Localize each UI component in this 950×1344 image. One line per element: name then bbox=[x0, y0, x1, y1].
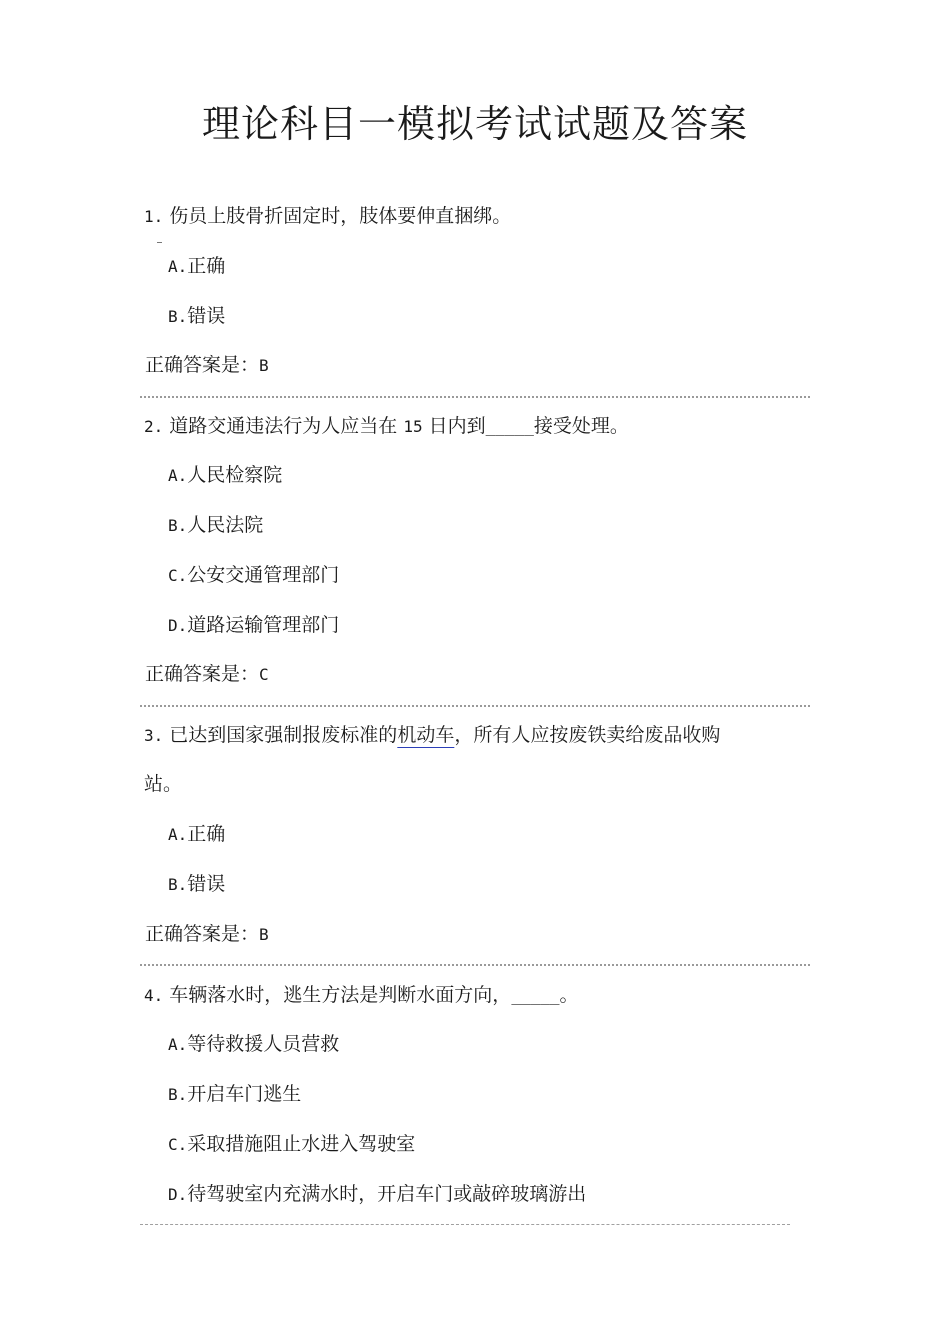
question-text-part: 车辆落水时，逃生方法是判断水面方向， bbox=[163, 984, 512, 1006]
question-number: 1. bbox=[144, 207, 164, 226]
question-blank: _____ bbox=[511, 986, 560, 1005]
question-3 bbox=[144, 721, 720, 750]
question-1 bbox=[144, 202, 511, 231]
document-title: 理论科目一模拟考试试题及答案 bbox=[201, 102, 748, 146]
question-4 bbox=[144, 981, 579, 1010]
option-text: 开启车门逃生 bbox=[187, 1083, 302, 1105]
option-letter: A. bbox=[168, 1035, 188, 1054]
option-letter: B. bbox=[168, 875, 188, 894]
question-2-answer bbox=[145, 660, 269, 689]
question-2 bbox=[144, 412, 629, 441]
question-text-part: 道路交通违法行为人应当在 bbox=[163, 415, 404, 437]
question-4-option-d bbox=[168, 1180, 586, 1209]
question-text-part: 已达到国家强制报废标准的 bbox=[163, 724, 398, 746]
option-letter: B. bbox=[168, 1085, 188, 1104]
question-2-option-a bbox=[168, 461, 282, 490]
question-4-option-a bbox=[168, 1030, 339, 1059]
option-text: 人民法院 bbox=[187, 514, 264, 536]
question-text-part: 。 bbox=[559, 984, 579, 1006]
question-3-answer bbox=[145, 920, 269, 949]
question-4-option-c bbox=[168, 1130, 415, 1159]
question-number: 4. bbox=[144, 986, 164, 1005]
question-3-option-a bbox=[168, 820, 225, 849]
answer-label: 正确答案是： bbox=[145, 923, 260, 945]
option-letter: B. bbox=[168, 516, 188, 535]
answer-label: 正确答案是： bbox=[145, 354, 260, 376]
option-text: 错误 bbox=[187, 873, 226, 895]
option-text: 等待救援人员营救 bbox=[187, 1033, 340, 1055]
question-number: 2. bbox=[144, 417, 164, 436]
separator bbox=[140, 1224, 790, 1227]
option-text: 公安交通管理部门 bbox=[187, 564, 340, 586]
option-letter: A. bbox=[168, 466, 188, 485]
option-letter: D. bbox=[168, 616, 188, 635]
question-1-option-b bbox=[168, 302, 225, 331]
option-letter: D. bbox=[168, 1185, 188, 1204]
question-3-line-2 bbox=[144, 770, 182, 798]
question-blank: _____ bbox=[485, 417, 534, 436]
question-number: 3. bbox=[144, 726, 164, 745]
question-text-part: 日内到 bbox=[422, 415, 486, 437]
question-2-option-c bbox=[168, 561, 339, 590]
answer-value: B bbox=[259, 925, 269, 944]
option-text: 正确 bbox=[187, 823, 226, 845]
option-text: 错误 bbox=[187, 305, 226, 327]
question-text-part: ，所有人应按废铁卖给废品收购 bbox=[454, 724, 721, 746]
hyperlink-vehicle[interactable]: 机动车 bbox=[397, 724, 455, 746]
separator bbox=[140, 705, 810, 709]
answer-value: C bbox=[259, 665, 269, 684]
option-letter: B. bbox=[168, 307, 188, 326]
answer-label: 正确答案是： bbox=[145, 663, 260, 685]
option-text: 正确 bbox=[187, 255, 226, 277]
question-4-option-b bbox=[168, 1080, 301, 1109]
option-text: 道路运输管理部门 bbox=[187, 614, 340, 636]
question-3-option-b bbox=[168, 870, 225, 899]
question-1-option-a bbox=[168, 252, 225, 281]
separator bbox=[140, 396, 810, 400]
question-2-option-d bbox=[168, 611, 339, 640]
option-text: 人民检察院 bbox=[187, 464, 283, 486]
option-text: 待驾驶室内充满水时，开启车门或敲碎玻璃游出 bbox=[187, 1183, 587, 1205]
answer-value: B bbox=[259, 356, 269, 375]
option-letter: A. bbox=[168, 257, 188, 276]
option-letter: C. bbox=[168, 1135, 188, 1154]
stray-mark bbox=[157, 242, 162, 243]
question-text-part: 接受处理。 bbox=[533, 415, 629, 437]
question-days-value: 15 bbox=[403, 417, 423, 436]
question-text: 伤员上肢骨折固定时，肢体要伸直捆绑。 bbox=[163, 205, 512, 227]
option-letter: A. bbox=[168, 825, 188, 844]
question-1-answer bbox=[145, 351, 269, 380]
option-letter: C. bbox=[168, 566, 188, 585]
question-2-option-b bbox=[168, 511, 263, 540]
question-text-part: 站。 bbox=[144, 773, 183, 795]
separator bbox=[140, 964, 810, 968]
option-text: 采取措施阻止水进入驾驶室 bbox=[187, 1133, 416, 1155]
